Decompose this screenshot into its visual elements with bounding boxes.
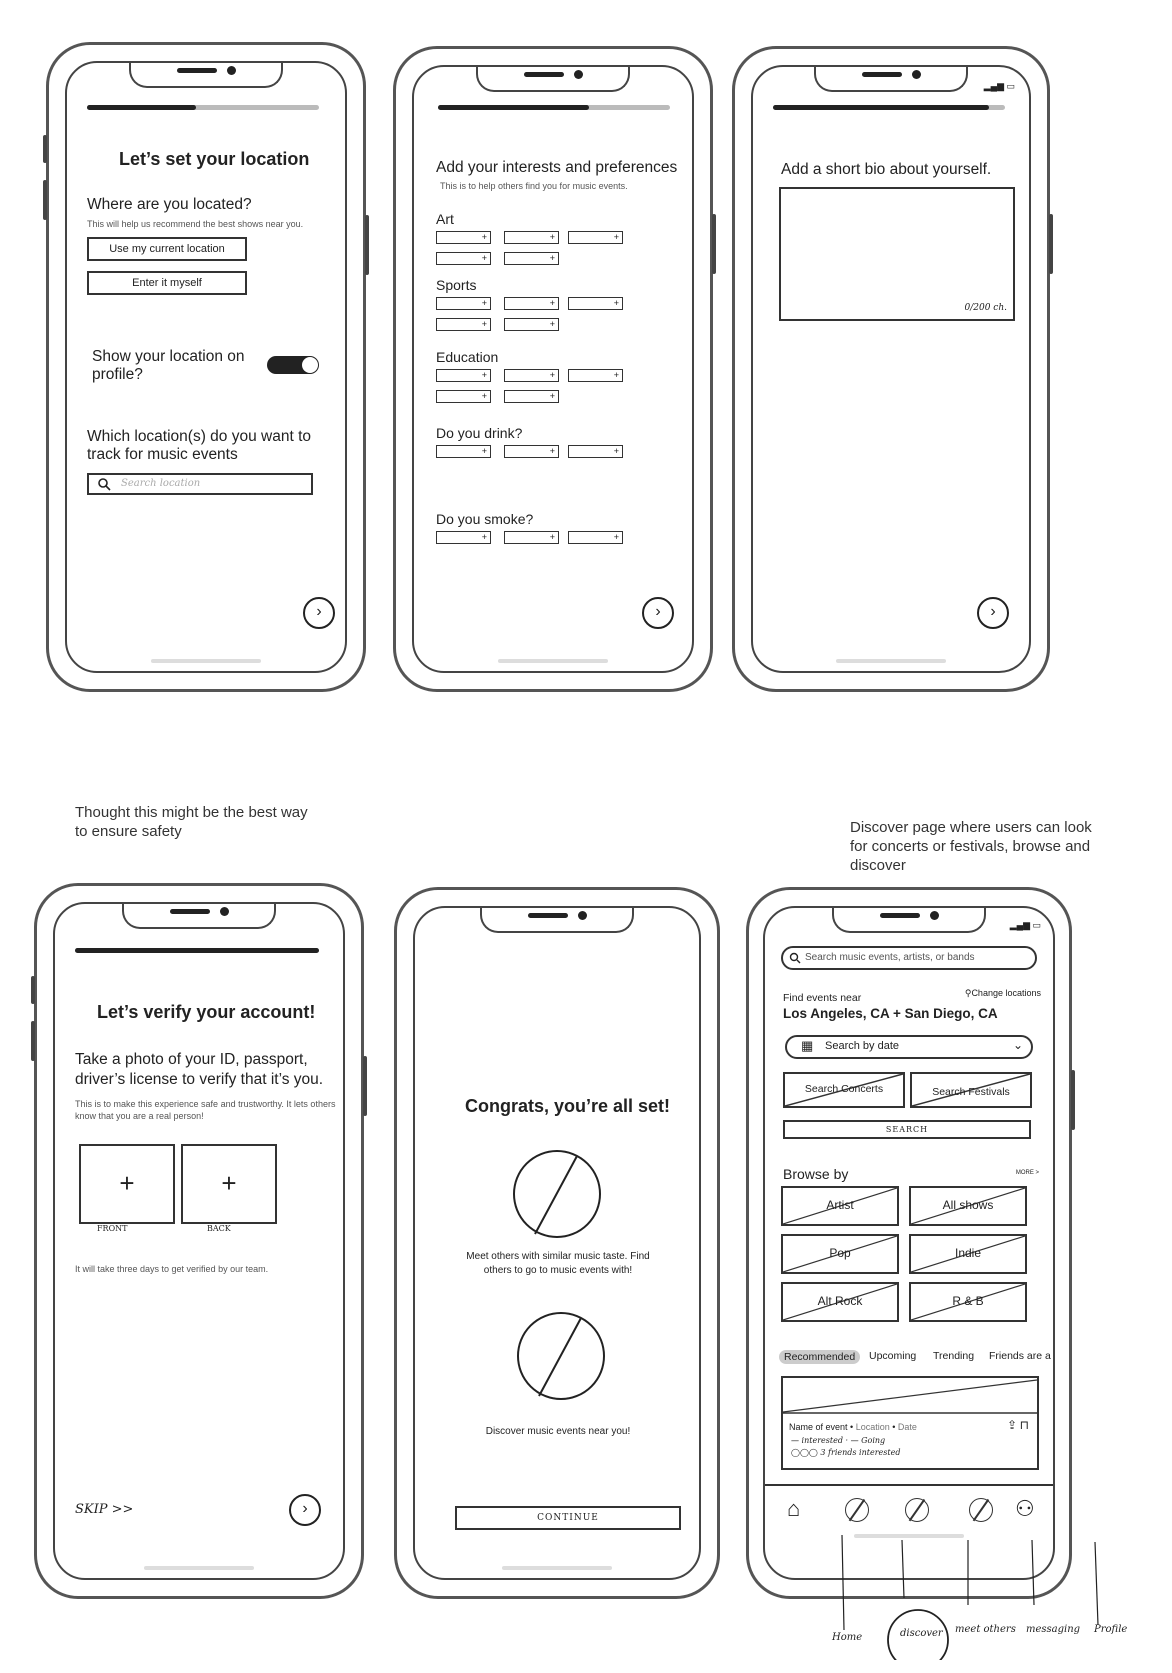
verify-reason: This is to make this experience safe and trustworthy. It lets others know that you are a real person! xyxy=(75,1099,336,1121)
search-festivals-button[interactable]: Search Festivals xyxy=(910,1072,1032,1108)
nav-discover-icon[interactable] xyxy=(845,1498,869,1522)
phone-congrats xyxy=(394,887,720,1599)
browse-tile[interactable] xyxy=(781,1282,899,1322)
status-icons: ▂▄▆ ▭ xyxy=(983,81,1015,91)
browse-tile-label: All shows xyxy=(942,1198,994,1212)
interest-chip[interactable]: + xyxy=(568,445,623,458)
interest-chip[interactable]: + xyxy=(436,369,491,382)
going-label: Going xyxy=(861,1436,886,1445)
date-placeholder: Search by date xyxy=(825,1040,899,1052)
interest-category-label: Education xyxy=(436,349,499,365)
browse-tile[interactable] xyxy=(909,1282,1027,1322)
note-discover: Discover page where users can look for concerts or festivals, browse and discover xyxy=(850,819,1092,874)
page-title: Let’s verify your account! xyxy=(97,1002,316,1022)
phone-interests xyxy=(393,46,713,692)
search-placeholder: Search music events, artists, or bands xyxy=(805,952,975,963)
nav-label-discover: discover xyxy=(900,1628,943,1639)
interest-chip[interactable]: + xyxy=(504,445,559,458)
browse-tile[interactable] xyxy=(909,1234,1027,1274)
enter-location-button[interactable]: Enter it myself xyxy=(87,271,247,295)
browse-tile-label: Alt Rock xyxy=(817,1294,863,1308)
browse-by-title: Browse by xyxy=(783,1166,849,1182)
notch xyxy=(122,902,276,929)
char-counter: 0/200 ch. xyxy=(964,303,1007,313)
interest-chip[interactable]: + xyxy=(504,390,559,403)
more-link[interactable]: MORE > xyxy=(1015,1170,1039,1176)
onboarding-progress xyxy=(87,105,319,110)
next-button[interactable]: › xyxy=(289,1494,321,1526)
interest-chip[interactable]: + xyxy=(568,531,623,544)
placeholder-image-icon xyxy=(511,1148,603,1240)
browse-tile[interactable] xyxy=(909,1186,1027,1226)
nav-meet-others-icon[interactable] xyxy=(905,1498,929,1522)
notch xyxy=(814,65,968,92)
interest-category-label: Art xyxy=(436,211,454,227)
home-indicator xyxy=(502,1566,612,1570)
browse-tile[interactable] xyxy=(781,1186,899,1226)
placeholder-image-icon xyxy=(515,1310,607,1402)
page-title: Add your interests and preferences xyxy=(436,159,678,176)
bookmark-icon[interactable]: ⊓ xyxy=(1019,1418,1029,1432)
location-search-input[interactable] xyxy=(87,473,313,495)
home-indicator xyxy=(498,659,608,663)
upload-front-button[interactable]: + xyxy=(79,1144,175,1224)
status-icons: ▂▄▆ ▭ xyxy=(1009,920,1041,930)
chevron-down-icon: ⌄ xyxy=(1012,1038,1023,1052)
interest-chip[interactable]: + xyxy=(436,531,491,544)
interested-label: interested xyxy=(801,1436,843,1445)
discover-tabs xyxy=(779,1350,1055,1370)
show-location-label: Show your location on profile? xyxy=(92,348,245,383)
tab-recommended[interactable]: Recommended xyxy=(779,1350,860,1364)
show-location-toggle[interactable] xyxy=(267,356,319,374)
page-title: Congrats, you’re all set! xyxy=(465,1096,671,1116)
screen-discover xyxy=(763,906,1055,1580)
page-title: Let’s set your location xyxy=(119,149,310,169)
tab-friends[interactable]: Friends are a xyxy=(989,1350,1051,1362)
phone-discover xyxy=(746,887,1072,1599)
friend-avatars-icon: ◯◯◯ xyxy=(791,1448,818,1457)
browse-tile-label: Artist xyxy=(826,1198,854,1212)
interest-chip[interactable]: + xyxy=(436,445,491,458)
calendar-icon: ▦ xyxy=(801,1038,814,1053)
front-label: FRONT xyxy=(97,1224,128,1233)
interest-chip[interactable]: + xyxy=(436,231,491,244)
nav-label-home: Home xyxy=(832,1632,863,1643)
nav-label-profile: Profile xyxy=(1094,1624,1128,1635)
event-location: Location xyxy=(855,1422,890,1432)
location-question: Where are you located? xyxy=(87,196,252,213)
nav-profile-icon[interactable]: ⚇ xyxy=(1015,1496,1035,1521)
interest-chip[interactable]: + xyxy=(436,252,491,265)
notch xyxy=(480,906,634,933)
interest-chip[interactable]: + xyxy=(504,531,559,544)
next-button[interactable]: › xyxy=(977,597,1009,629)
skip-link[interactable]: SKIP >> xyxy=(75,1502,134,1517)
continue-button[interactable]: CONTINUE xyxy=(455,1506,681,1530)
page-subtitle: This is to help others find you for music events. xyxy=(440,181,628,191)
screen-verify xyxy=(53,902,345,1580)
nav-messaging-icon[interactable] xyxy=(969,1498,993,1522)
page-title: Add a short bio about yourself. xyxy=(781,161,992,178)
nav-label-messaging: messaging xyxy=(1026,1624,1081,1635)
upload-back-button[interactable]: + xyxy=(181,1144,277,1224)
onboarding-progress xyxy=(773,105,1005,110)
interest-chip[interactable]: + xyxy=(436,297,491,310)
next-button[interactable]: › xyxy=(642,597,674,629)
event-image-placeholder xyxy=(783,1378,1037,1414)
change-locations-link[interactable]: ⚲Change locations xyxy=(964,988,1041,998)
search-concerts-button[interactable]: Search Concerts xyxy=(783,1072,905,1108)
interest-chip[interactable]: + xyxy=(568,231,623,244)
interest-chip[interactable]: + xyxy=(504,231,559,244)
search-icon xyxy=(97,477,111,491)
bio-textarea[interactable] xyxy=(779,187,1015,321)
screen-location xyxy=(65,61,347,673)
interest-chip[interactable]: + xyxy=(504,369,559,382)
event-name: Name of event xyxy=(789,1422,848,1432)
back-label: BACK xyxy=(207,1224,231,1233)
interest-category-label: Do you drink? xyxy=(436,425,523,441)
browse-tile-label: R & B xyxy=(952,1294,984,1308)
track-locations-question: Which location(s) do you want to track for music events xyxy=(87,428,311,463)
interest-category-label: Do you smoke? xyxy=(436,511,534,527)
interest-chip[interactable]: + xyxy=(504,318,559,331)
screen-congrats xyxy=(413,906,701,1580)
event-card[interactable]: Name of event • Location • Date ⇪ ⊓ — interested · — Going ◯◯◯ 3 friends interested xyxy=(781,1376,1039,1470)
event-search-input[interactable] xyxy=(781,946,1037,970)
notch xyxy=(832,906,986,933)
browse-tile-label: Indie xyxy=(954,1246,982,1260)
interest-chip[interactable]: + xyxy=(568,297,623,310)
search-button[interactable]: SEARCH xyxy=(783,1120,1031,1139)
verify-eta: It will take three days to get verified by our team. xyxy=(75,1264,269,1274)
next-button[interactable]: › xyxy=(303,597,335,629)
notch xyxy=(476,65,630,92)
nav-home-icon[interactable]: ⌂ xyxy=(787,1496,801,1521)
interest-chip[interactable]: + xyxy=(568,369,623,382)
share-icon[interactable]: ⇪ xyxy=(1006,1418,1017,1432)
interest-chip[interactable]: + xyxy=(436,318,491,331)
screen-interests xyxy=(412,65,694,673)
home-indicator xyxy=(144,1566,254,1570)
tab-trending[interactable]: Trending xyxy=(933,1350,975,1362)
screen-bio xyxy=(751,65,1031,673)
onboarding-progress xyxy=(438,105,670,110)
friends-interested: 3 friends interested xyxy=(820,1448,901,1457)
nav-label-meet-others: meet others xyxy=(955,1624,1016,1635)
browse-tile-label: Pop xyxy=(829,1246,851,1260)
event-date: Date xyxy=(897,1422,917,1432)
verify-instruction: Take a photo of your ID, passport, driver’s license to verify that it’s you. xyxy=(75,1051,324,1088)
interest-chip[interactable]: + xyxy=(504,297,559,310)
notch xyxy=(129,61,283,88)
find-events-label: Find events near xyxy=(783,992,862,1004)
note-safety: Thought this might be the best way to ensure safety xyxy=(75,804,308,840)
location-hint: This will help us recommend the best shows near you. xyxy=(87,219,304,229)
phone-verify xyxy=(34,883,364,1599)
date-picker[interactable] xyxy=(785,1035,1033,1059)
phone-location xyxy=(46,42,366,692)
browse-tile[interactable] xyxy=(781,1234,899,1274)
interest-chip[interactable]: + xyxy=(436,390,491,403)
search-icon xyxy=(789,952,801,964)
feature-discover: Discover music events near you! xyxy=(485,1426,631,1437)
home-indicator xyxy=(151,659,261,663)
tab-upcoming[interactable]: Upcoming xyxy=(869,1350,917,1362)
home-indicator xyxy=(836,659,946,663)
selected-locations: Los Angeles, CA + San Diego, CA xyxy=(783,1006,998,1021)
use-current-location-button[interactable]: Use my current location xyxy=(87,237,247,261)
onboarding-progress xyxy=(75,948,319,953)
feature-meet-others: Meet others with similar music taste. Find others to go to music events with! xyxy=(466,1251,650,1276)
search-placeholder: Search location xyxy=(121,478,201,489)
interest-category-label: Sports xyxy=(436,277,477,293)
phone-bio xyxy=(732,46,1050,692)
interest-chip[interactable]: + xyxy=(504,252,559,265)
